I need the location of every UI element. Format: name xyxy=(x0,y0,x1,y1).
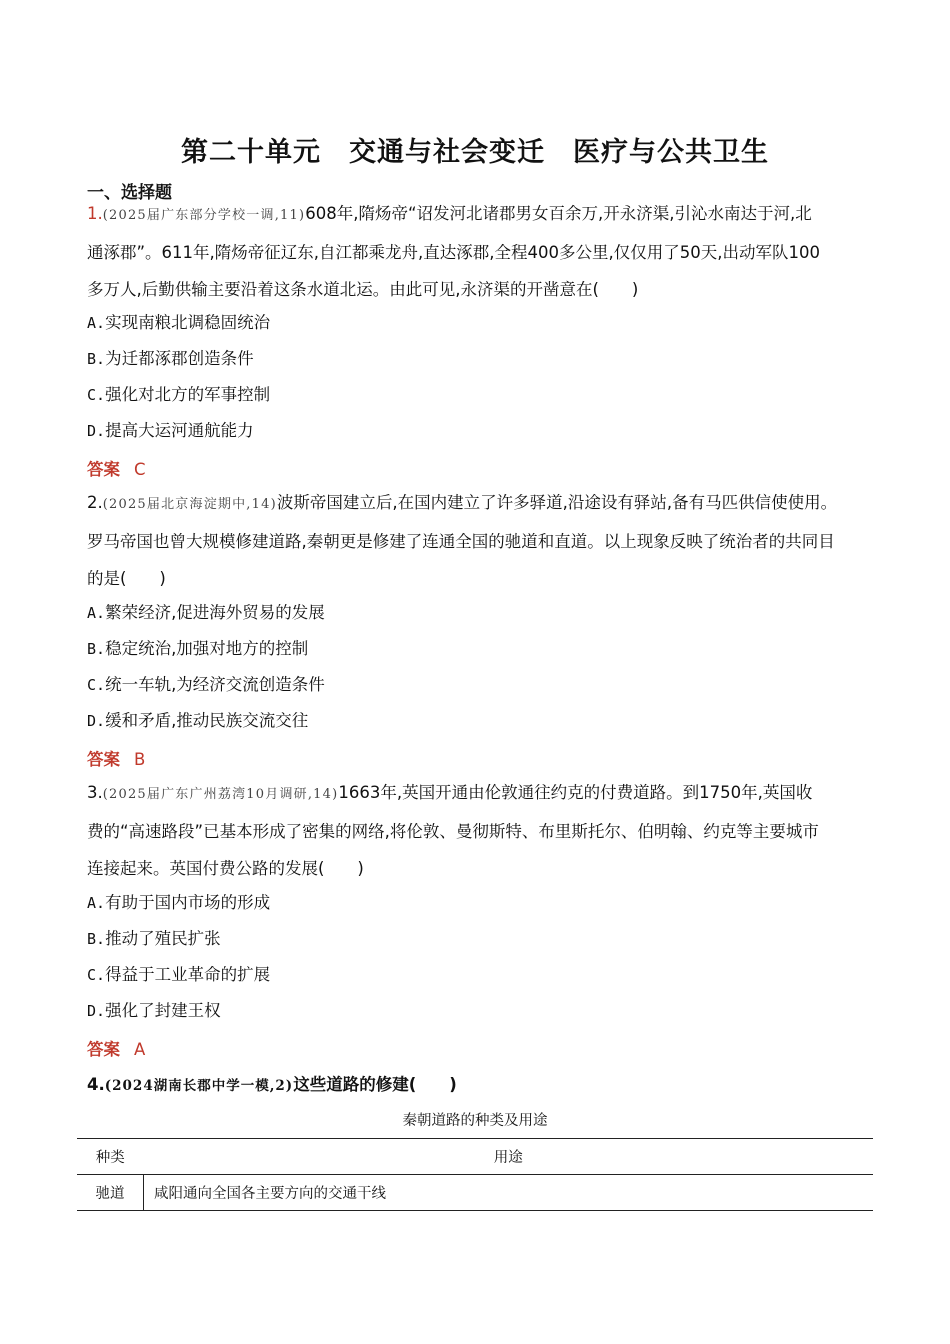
option-b: B.推动了殖民扩张 xyxy=(87,929,221,948)
answer-value: C xyxy=(134,460,146,479)
question-text: 这些道路的修建( ) xyxy=(293,1075,457,1094)
question-text-line: 波斯帝国建立后,在国内建立了许多驿道,沿途设有驿站,备有马匹供信使使用。 xyxy=(276,493,838,512)
question-text-line: 罗马帝国也曾大规模修建道路,秦朝更是修建了连通全国的驰道和直道。以上现象反映了统治者的共同目 xyxy=(87,532,835,551)
option-c: C.强化对北方的军事控制 xyxy=(87,385,271,404)
question-text-line: 费的“高速路段”已基本形成了密集的网络,将伦敦、曼彻斯特、布里斯托尔、伯明翰、约克等主要城市 xyxy=(87,822,819,841)
option-b: B.稳定统治,加强对地方的控制 xyxy=(87,639,309,658)
question-number: 2. xyxy=(87,493,103,512)
table-caption: 秦朝道路的种类及用途 xyxy=(402,1113,548,1129)
question-text-line: 1663年,英国开通由伦敦通往约克的付费道路。到1750年,英国收 xyxy=(338,783,813,802)
answer-label: 答案 xyxy=(87,1040,120,1059)
option-c: C.统一车轨,为经济交流创造条件 xyxy=(87,675,325,694)
answer-line xyxy=(87,746,145,770)
section-heading: 一、选择题 xyxy=(87,183,172,203)
answer-label: 答案 xyxy=(87,460,120,479)
option-c: C.得益于工业革命的扩展 xyxy=(87,965,271,984)
answer-label: 答案 xyxy=(87,750,120,769)
option-a: A.繁荣经济,促进海外贸易的发展 xyxy=(87,603,325,622)
question-text-line: 多万人,后勤供输主要沿着这条水道北运。由此可见,永济渠的开凿意在( ) xyxy=(87,280,639,299)
question-text-line: 通涿郡”。611年,隋炀帝征辽东,自江都乘龙舟,直达涿郡,全程400多公里,仅仅用了50天,出动军队100 xyxy=(87,243,820,262)
question-source: (2025届广东部分学校一调,11) xyxy=(102,208,306,223)
question-3-stem xyxy=(87,774,877,887)
header-type: 种类 xyxy=(95,1150,125,1166)
option-a: A.有助于国内市场的形成 xyxy=(87,893,271,912)
question-text-line: 608年,隋炀帝“诏发河北诸郡男女百余万,开永济渠,引沁水南达于河,北 xyxy=(305,204,812,223)
table-cell-usage: 咸阳通向全国各主要方向的交通干线 xyxy=(154,1186,386,1202)
question-2-stem xyxy=(87,484,877,597)
option-b: B.为迁都涿郡创造条件 xyxy=(87,349,254,368)
table-row xyxy=(77,1175,873,1211)
question-text-line: 连接起来。英国付费公路的发展( ) xyxy=(87,859,364,878)
header-usage: 用途 xyxy=(493,1150,523,1166)
question-source: (2025届北京海淀期中,14) xyxy=(102,497,277,512)
question-source: (2025届广东广州荔湾10月调研,14) xyxy=(102,787,339,802)
answer-line xyxy=(87,456,146,480)
answer-value: B xyxy=(134,750,146,769)
table-cell-type: 驰道 xyxy=(77,1175,144,1211)
question-number: 3. xyxy=(87,783,103,802)
roads-table xyxy=(77,1138,873,1211)
answer-line xyxy=(87,1036,145,1060)
question-4-stem xyxy=(87,1071,457,1095)
option-d: D.强化了封建王权 xyxy=(87,1001,221,1020)
option-d: D.提高大运河通航能力 xyxy=(87,421,254,440)
question-number: 4. xyxy=(87,1075,105,1094)
answer-value: A xyxy=(134,1040,146,1059)
option-d: D.缓和矛盾,推动民族交流交往 xyxy=(87,711,309,730)
question-1-stem xyxy=(87,195,877,308)
question-number: 1. xyxy=(87,204,103,223)
question-text-line: 的是( ) xyxy=(87,569,166,588)
page-title: 第二十单元 交通与社会变迁 医疗与公共卫生 xyxy=(181,137,769,168)
table-header-row xyxy=(77,1139,873,1175)
option-a: A.实现南粮北调稳固统治 xyxy=(87,313,271,332)
question-source: (2024湖南长郡中学一模,2) xyxy=(104,1078,294,1094)
